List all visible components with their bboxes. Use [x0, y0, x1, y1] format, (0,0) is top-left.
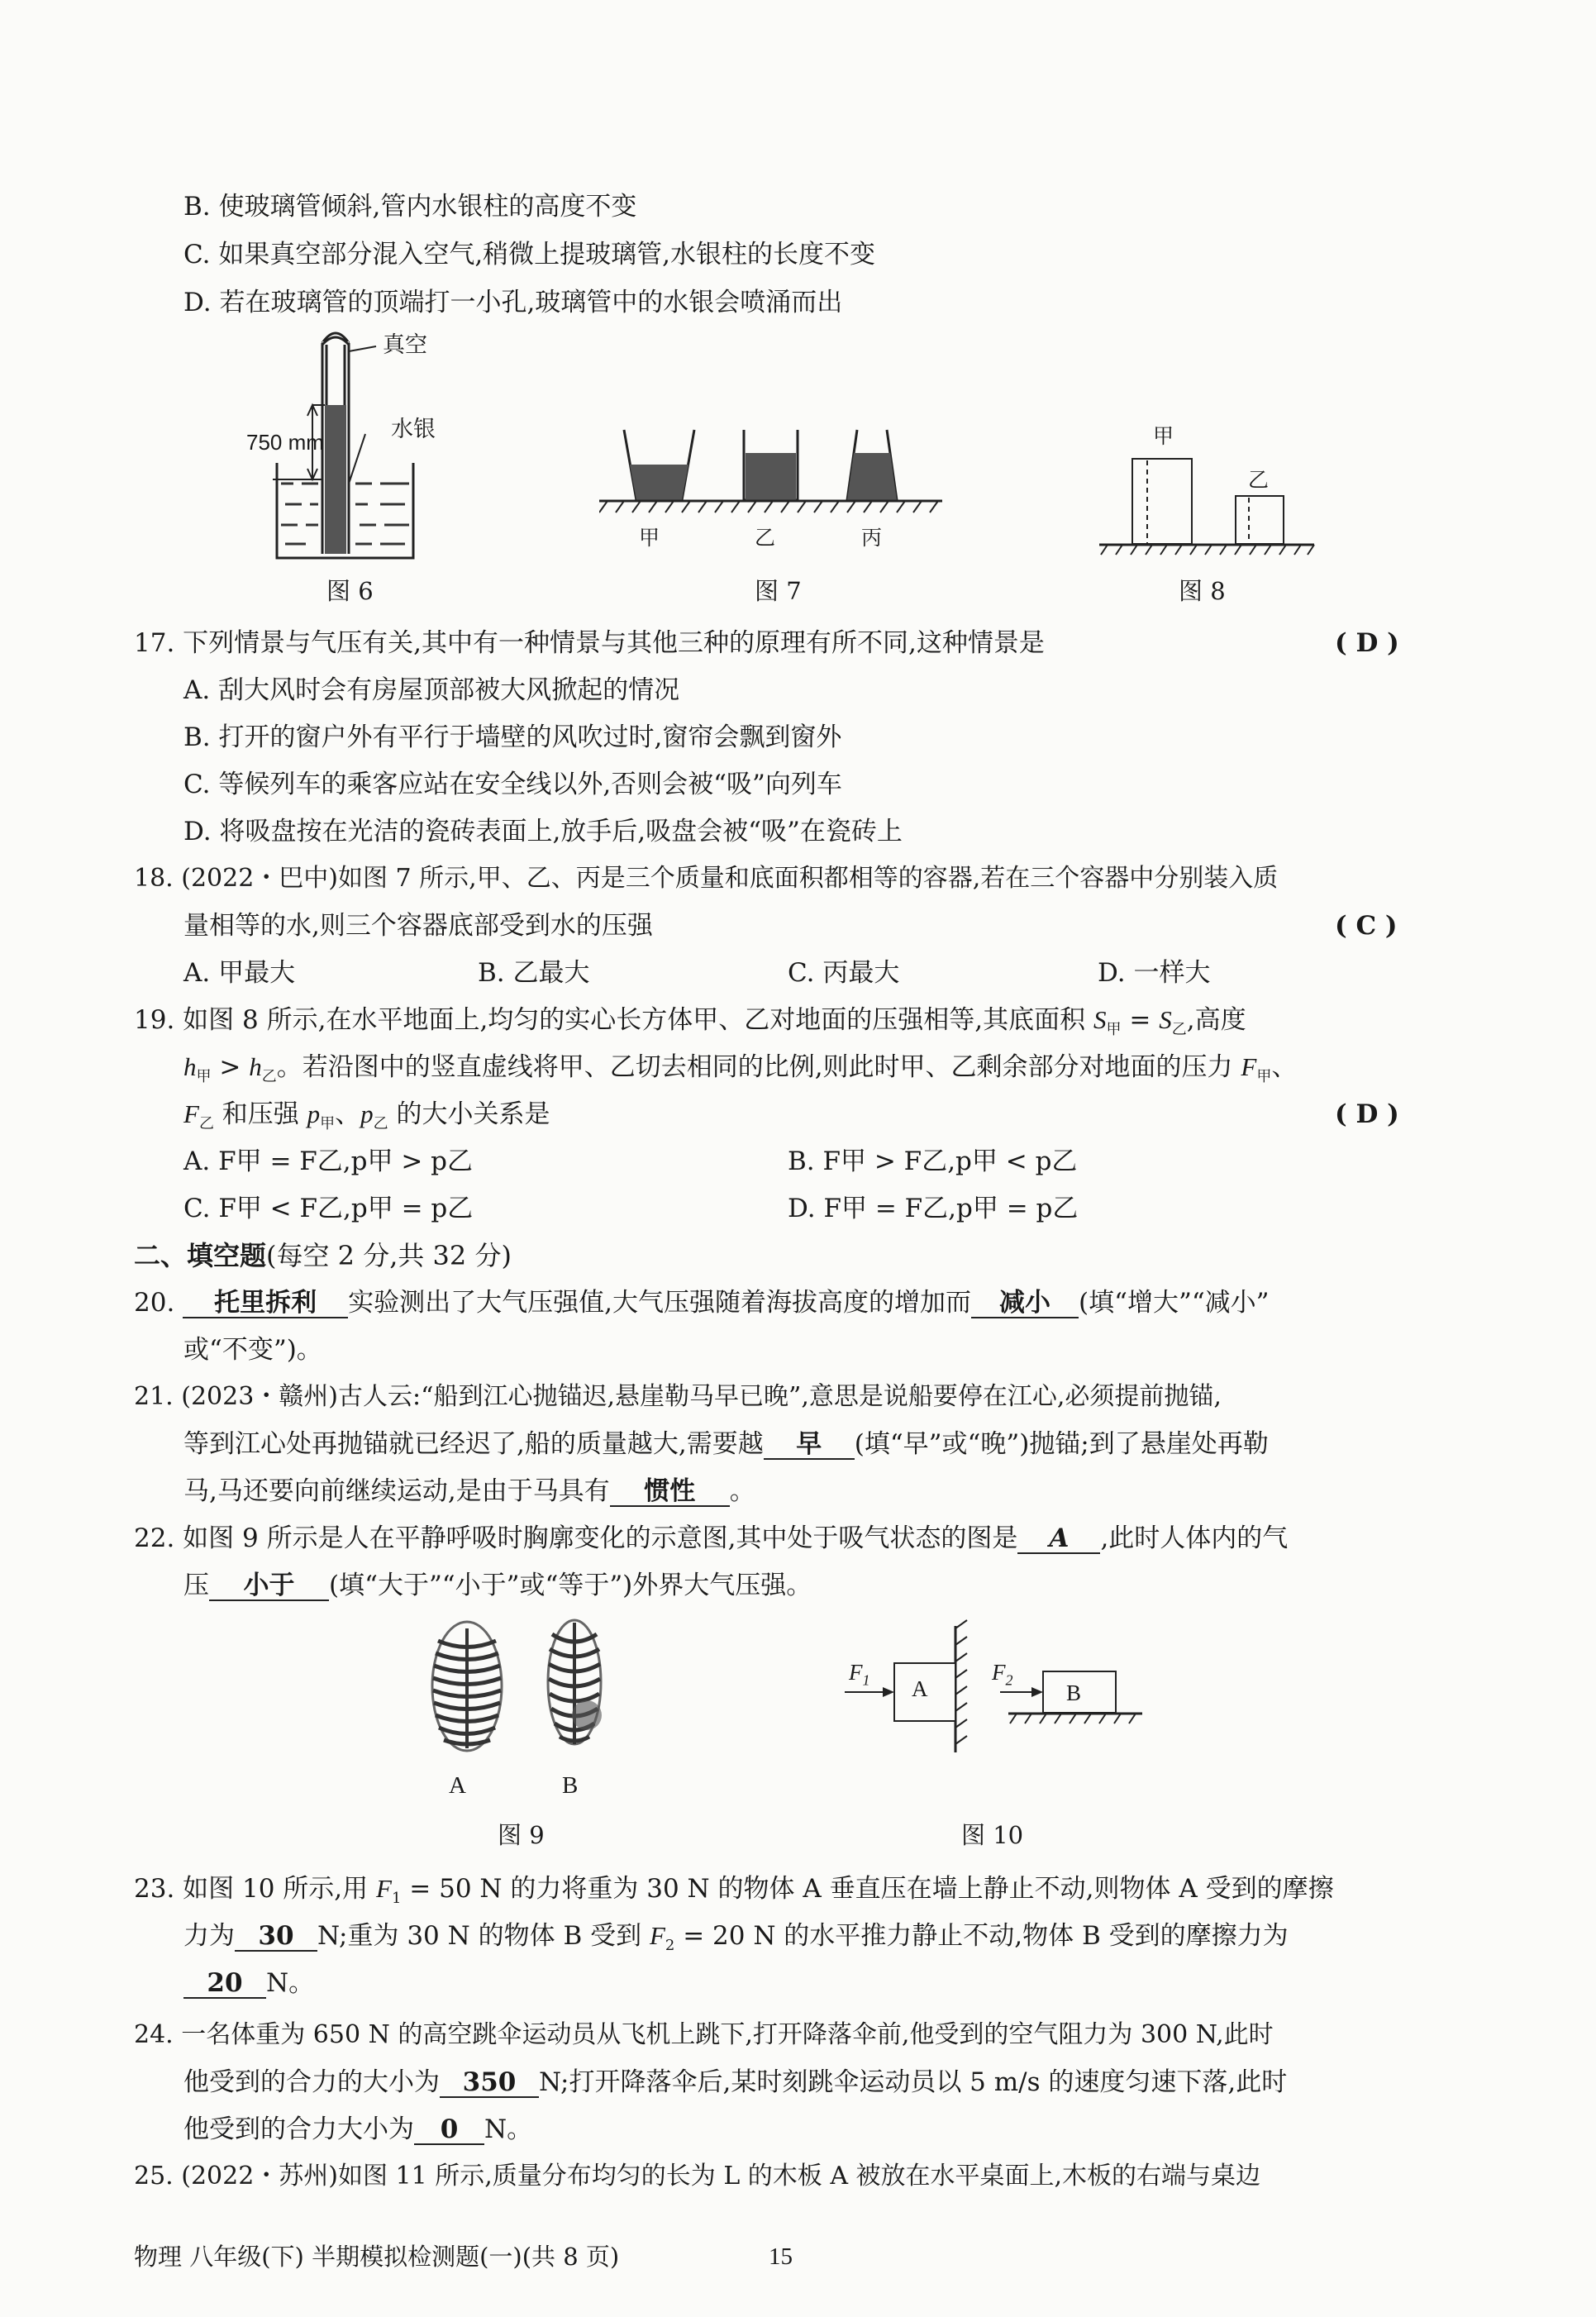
- q23-line2: [183, 1919, 1289, 1962]
- q19-symbol-f: F: [1241, 1052, 1257, 1081]
- q22-line1: [134, 1522, 1288, 1555]
- q19-symbol-p: p: [307, 1099, 321, 1128]
- q23-line2-mid: N;重为 30 N 的物体 B 受到: [317, 1921, 642, 1951]
- q24-line2-text: 他受到的合力的大小为: [183, 2067, 440, 2097]
- q19-symbol-h: h: [183, 1052, 197, 1081]
- q18-option-c: C. 丙最大: [788, 958, 900, 988]
- q21-line3-text: 马,马还要向前继续运动,是由于马具有: [183, 1476, 610, 1506]
- q19-option-d: D. F甲 = F乙,p甲 = p乙: [788, 1194, 1079, 1223]
- q23-line1: [134, 1872, 1334, 1915]
- q16-option-d: D. 若在玻璃管的顶端打一小孔,玻璃管中的水银会喷涌而出: [183, 288, 843, 317]
- q23-symbol-f2: F: [649, 1921, 665, 1950]
- q23-symbol-f1: F: [376, 1874, 392, 1903]
- q19-sub-yi-p: 乙: [373, 1115, 388, 1133]
- q19-symbol-f2: F: [183, 1099, 199, 1128]
- q20-blank-1: 托里拆利: [183, 1289, 348, 1318]
- q22-blank-1: A: [1017, 1524, 1100, 1554]
- q24-blank-2: 0: [414, 2115, 484, 2145]
- q22-line1-tail: ,此时人体内的气: [1100, 1523, 1289, 1553]
- q21-line3-tail: 。: [729, 1476, 755, 1506]
- figure-10-label-f2: [992, 1657, 1013, 1695]
- q23-line2-tail: = 20 N 的水平推力静止不动,物体 B 受到的摩擦力为: [683, 1921, 1289, 1951]
- q21-line2-text: 等到江心处再抛锚就已经迟了,船的质量越大,需要越: [183, 1429, 764, 1459]
- q19-symbol-h2: h: [249, 1052, 262, 1081]
- q19-sub-jia-p: 甲: [320, 1115, 336, 1133]
- q19-answer: ( D ): [1335, 1099, 1399, 1129]
- q23-line3-tail: N。: [266, 1968, 315, 1998]
- q22-line2-tail: (填“大于”“小于”或“等于”)外界大气压强。: [329, 1571, 812, 1600]
- figure-6-vacuum-label: 真空: [383, 332, 427, 358]
- q19-line1-tail: ,高度: [1186, 1005, 1246, 1035]
- figure-9-ribcages: [417, 1616, 624, 1765]
- q19-line1-text: 19. 如图 8 所示,在水平地面上,均匀的实心长方体甲、乙对地面的压强相等,其底面积: [134, 1005, 1086, 1035]
- q18-option-a: A. 甲最大: [183, 958, 296, 988]
- q19-sep: 、: [1271, 1052, 1298, 1082]
- figure-10-block-a: A: [912, 1676, 928, 1701]
- q19-sub-yi-f: 乙: [198, 1115, 214, 1133]
- q21-blank-1: 早: [764, 1430, 855, 1460]
- q24-line2-tail: N;打开降落伞后,某时刻跳伞运动员以 5 m/s 的速度匀速下落,此时: [539, 2067, 1288, 2097]
- q21-line2-tail: (填“早”或“晚”)抛锚;到了悬崖处再勒: [854, 1429, 1269, 1459]
- figure-7-containers: [599, 422, 950, 517]
- q19-symbol-p2: p: [360, 1099, 374, 1128]
- q19-sep2: 、: [335, 1099, 361, 1129]
- figure-9-label-a: A: [449, 1772, 466, 1799]
- figure-10-f2-symbol: F: [992, 1660, 1006, 1685]
- page-number: 15: [769, 2243, 793, 2270]
- figure-6-caption: 图 6: [326, 577, 374, 605]
- q19-option-b: B. F甲 > F乙,p甲 < p乙: [788, 1147, 1078, 1176]
- q17-answer: ( D ): [1335, 628, 1399, 658]
- q19-sub-jia-h: 甲: [196, 1068, 212, 1086]
- q20-blank-2: 减小: [971, 1289, 1079, 1318]
- q19-line3: [183, 1098, 550, 1141]
- q23-line3: [183, 1967, 314, 2000]
- q19-sub-yi-h: 乙: [261, 1068, 277, 1086]
- figure-10-label-f1: [849, 1657, 870, 1695]
- q23-sub-2: 2: [665, 1937, 675, 1955]
- q24-blank-1: 350: [440, 2068, 539, 2098]
- figure-7-label-bing: 丙: [861, 526, 883, 550]
- figure-9-caption: 图 9: [498, 1821, 545, 1849]
- q20-text-2: (填“增大”“减小”: [1079, 1288, 1270, 1318]
- q17-stem: 17. 下列情景与气压有关,其中有一种情景与其他三种的原理有所不同,这种情景是: [134, 628, 1045, 658]
- q16-option-b: B. 使玻璃管倾斜,管内水银柱的高度不变: [183, 192, 637, 222]
- figure-10-f2-sub: 2: [1005, 1671, 1013, 1689]
- q24-line3-tail: N。: [484, 2114, 533, 2144]
- q19-option-c: C. F甲 < F乙,p甲 = p乙: [183, 1194, 474, 1223]
- figure-8-caption: 图 8: [1179, 577, 1226, 605]
- figure-10-block-b: B: [1066, 1681, 1082, 1705]
- section-2-title: 二、填空题: [134, 1240, 267, 1271]
- q24-line2: [183, 2066, 1287, 2099]
- figure-6-mercury-label: 水银: [391, 417, 436, 442]
- q19-line2-text: 。若沿图中的竖直虚线将甲、乙切去相同的比例,则此时甲、乙剩余部分对地面的压力: [276, 1052, 1233, 1082]
- q19-line3-tail: 的大小关系是: [396, 1099, 550, 1129]
- q23-sub-1: 1: [391, 1890, 402, 1908]
- q24-line1: 24. 一名体重为 650 N 的高空跳伞运动员从飞机上跳下,打开降落伞前,他受到的空气阻力为 300 N,此时: [134, 2020, 1274, 2049]
- q17-option-c: C. 等候列车的乘客应站在安全线以外,否则会被“吸”向列车: [183, 770, 842, 799]
- q18-line2: 量相等的水,则三个容器底部受到水的压强: [183, 911, 653, 941]
- q19-line3-text: 和压强: [222, 1099, 299, 1129]
- q18-option-d: D. 一样大: [1098, 958, 1211, 988]
- q20-line2: 或“不变”)。: [183, 1335, 322, 1365]
- q18-answer: ( C ): [1335, 911, 1398, 941]
- q22-line2: [183, 1569, 812, 1602]
- figure-10-f1-symbol: F: [849, 1660, 863, 1685]
- q24-line3: [183, 2113, 532, 2146]
- q19-eq: =: [1129, 1005, 1151, 1035]
- q17-option-b: B. 打开的窗户外有平行于墙壁的风吹过时,窗帘会飘到窗外: [183, 722, 842, 752]
- figure-7-caption: 图 7: [755, 577, 802, 605]
- q17-option-d: D. 将吸盘按在光洁的瓷砖表面上,放手后,吸盘会被“吸”在瓷砖上: [183, 817, 903, 846]
- q21-blank-2: 惯性: [610, 1477, 730, 1507]
- figure-6-height-label: 750 mm: [246, 430, 324, 455]
- q20-number: 20.: [134, 1288, 175, 1318]
- figure-7-label-yi: 乙: [755, 526, 776, 550]
- q19-gt: >: [219, 1052, 241, 1082]
- q22-line1-text: 22. 如图 9 所示是人在平静呼吸时胸廓变化的示意图,其中处于吸气状态的图是: [134, 1523, 1018, 1553]
- q19-sub-jia: 甲: [1106, 1021, 1122, 1039]
- figure-10-f1-sub: 1: [862, 1671, 870, 1689]
- q21-line3: [183, 1475, 755, 1508]
- q18-option-b: B. 乙最大: [478, 958, 590, 988]
- q24-line3-text: 他受到的合力大小为: [183, 2114, 414, 2144]
- q16-option-c: C. 如果真空部分混入空气,稍微上提玻璃管,水银柱的长度不变: [183, 240, 876, 269]
- q23-blank-2: 20: [183, 1969, 266, 1999]
- q22-blank-2: 小于: [209, 1571, 329, 1601]
- q23-line2-text: 力为: [183, 1921, 235, 1951]
- figure-7-label-jia: 甲: [639, 526, 660, 550]
- q18-line1: 18. (2022・巴中)如图 7 所示,甲、乙、丙是三个质量和底面积都相等的容器,若在三个容器中分别装入质: [134, 864, 1279, 893]
- q19-symbol-s2: S: [1159, 1005, 1172, 1034]
- q19-line2: [183, 1051, 1297, 1094]
- q23-line1-text: 23. 如图 10 所示,用: [134, 1874, 369, 1904]
- q20-text-1: 实验测出了大气压强值,大气压强随着海拔高度的增加而: [348, 1288, 972, 1318]
- q25-line1: 25. (2022・苏州)如图 11 所示,质量分布均匀的长为 L 的木板 A 被放在水平桌面上,木板的右端与桌边: [134, 2162, 1261, 2191]
- figure-8-blocks: [1083, 451, 1322, 558]
- q21-line1: 21. (2023・赣州)古人云:“船到江心抛锚迟,悬崖勒马早已晚”,意思是说船要停在江心,必须提前抛锚,: [134, 1382, 1222, 1411]
- q23-blank-1: 30: [235, 1922, 317, 1952]
- q19-sub-jia-f: 甲: [1256, 1068, 1272, 1086]
- q21-line2: [183, 1428, 1269, 1461]
- q17-option-a: A. 刮大风时会有房屋顶部被大风掀起的情况: [183, 675, 680, 705]
- q20-line1: [134, 1286, 1270, 1319]
- q19-symbol-s: S: [1093, 1005, 1107, 1034]
- figure-10-caption: 图 10: [961, 1821, 1024, 1849]
- q19-sub-yi: 乙: [1171, 1021, 1187, 1039]
- footer-text: 物理 八年级(下) 半期模拟检测题(一)(共 8 页): [134, 2243, 620, 2271]
- q19-option-a: A. F甲 = F乙,p甲 > p乙: [183, 1147, 474, 1176]
- q23-line1-tail: = 50 N 的力将重为 30 N 的物体 A 垂直压在墙上静止不动,则物体 A 受到的摩擦: [409, 1874, 1334, 1904]
- q22-line2-text: 压: [183, 1571, 209, 1600]
- figure-9-label-b: B: [562, 1772, 579, 1799]
- figure-8-label-jia: 甲: [1153, 424, 1174, 448]
- figure-8-label-yi: 乙: [1248, 468, 1270, 492]
- section-2-note: (每空 2 分,共 32 分): [266, 1240, 512, 1271]
- q19-line1: [134, 1004, 1246, 1046]
- section-2-heading: [134, 1239, 512, 1272]
